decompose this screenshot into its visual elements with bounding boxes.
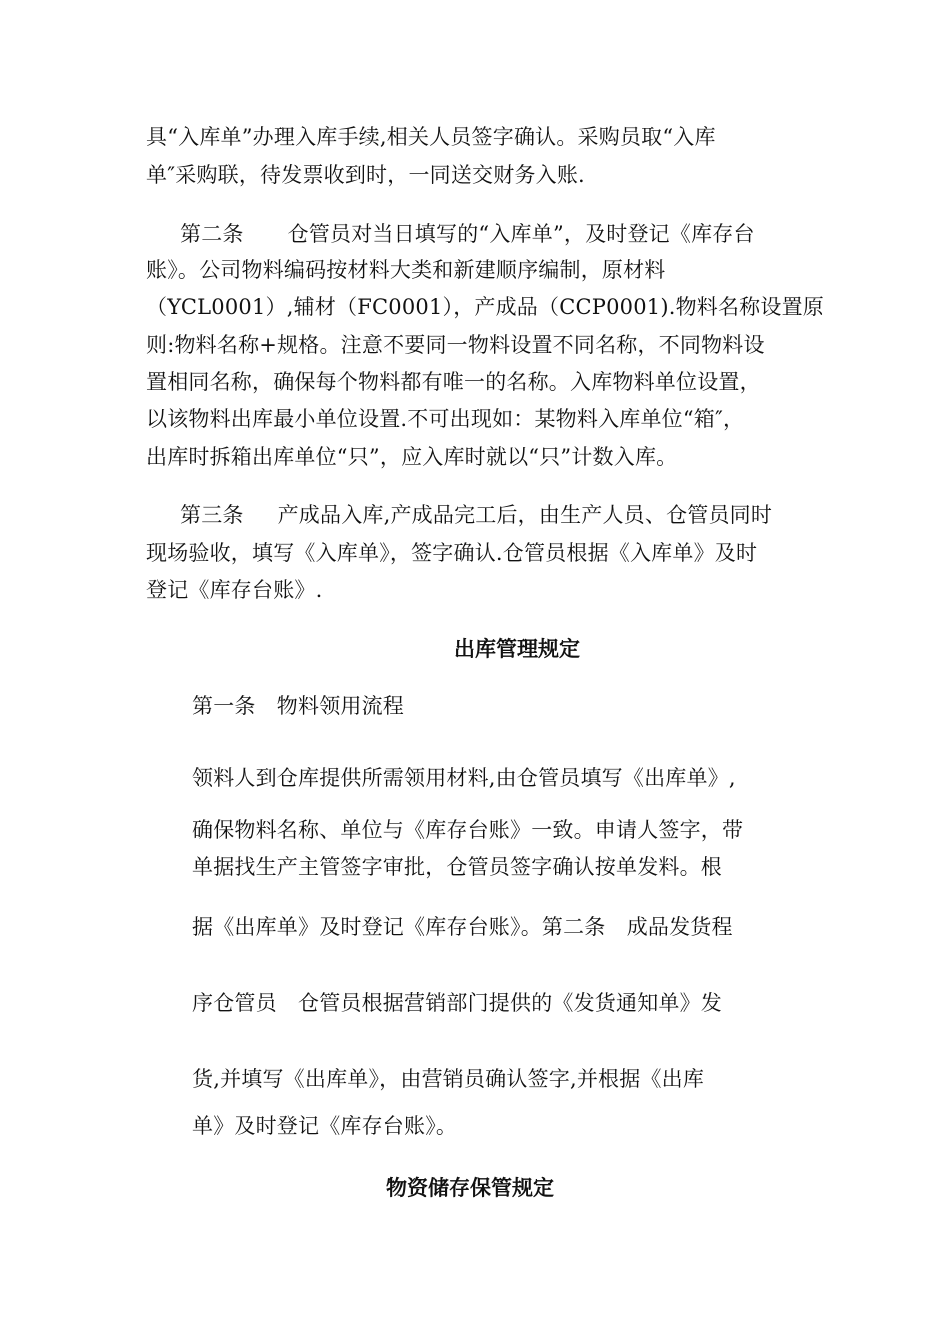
section-heading-storage: 物资储存保管规定	[386, 1176, 554, 1200]
article-3-text: 产成品入库,产成品完工后，由生产人员、仓管员同时	[277, 503, 773, 527]
article-2-label: 第二条	[180, 222, 244, 246]
paragraph-2-first-line	[180, 219, 755, 249]
paragraph-3-line-2: 现场验收，填写《入库单》，签字确认.仓管员根据《入库单》及时	[146, 541, 758, 565]
paragraph-2-line-5: 置相同名称，确保每个物料都有唯一的名称。入库物料单位设置，	[146, 370, 761, 394]
paragraph-3-first-line	[180, 500, 772, 530]
outbound-line-6: 货,并填写《出库单》，由营销员确认签字,并根据《出库	[192, 1067, 705, 1091]
paragraph-2-line-2: 账》。公司物料编码按材料大类和新建顺序编制，原材料	[146, 258, 666, 282]
outbound-line-7: 单》及时登记《库存台账》。	[192, 1114, 458, 1138]
section-heading-outbound: 出库管理规定	[454, 637, 580, 661]
outbound-line-1: 领料人到仓库提供所需领用材料,由仓管员填写《出库单》,	[192, 766, 736, 790]
article-2-text: 仓管员对当日填写的“入库单”，及时登记《库存台	[287, 222, 755, 246]
paragraph-2-line-6: 以该物料出库最小单位设置.不可出现如：某物料入库单位“箱″，	[146, 407, 745, 431]
outbound-line-4: 据《出库单》及时登记《库存台账》。第二条 成品发货程	[192, 915, 733, 939]
paragraph-3-line-3: 登记《库存台账》.	[146, 578, 323, 602]
paragraph-2-line-3: （YCL0001）,辅材（FC0001），产成品（CCP0001).物料名称设置原	[146, 295, 824, 319]
outbound-line-3: 单据找生产主管签字审批，仓管员签字确认按单发料。根	[192, 855, 722, 879]
paragraph-2-line-4: 则:物料名称+规格。注意不要同一物料设置不同名称，不同物料设	[146, 333, 765, 357]
outbound-line-2: 确保物料名称、单位与《库存台账》一致。申请人签字，带	[192, 818, 744, 842]
outbound-line-5: 序仓管员 仓管员根据营销部门提供的《发货通知单》发	[192, 991, 722, 1015]
paragraph-2-line-7: 出库时拆箱出库单位“只”，应入库时就以“只”计数入库。	[146, 445, 678, 469]
paragraph-1-line-1: 具“入库单”办理入库手续,相关人员签字确认。采购员取“入库	[146, 125, 716, 149]
article-3-label: 第三条	[180, 503, 244, 527]
outbound-article-1-title: 第一条 物料领用流程	[192, 694, 404, 718]
paragraph-1-line-2: 单″采购联，待发票收到时，一同送交财务入账.	[146, 163, 585, 187]
